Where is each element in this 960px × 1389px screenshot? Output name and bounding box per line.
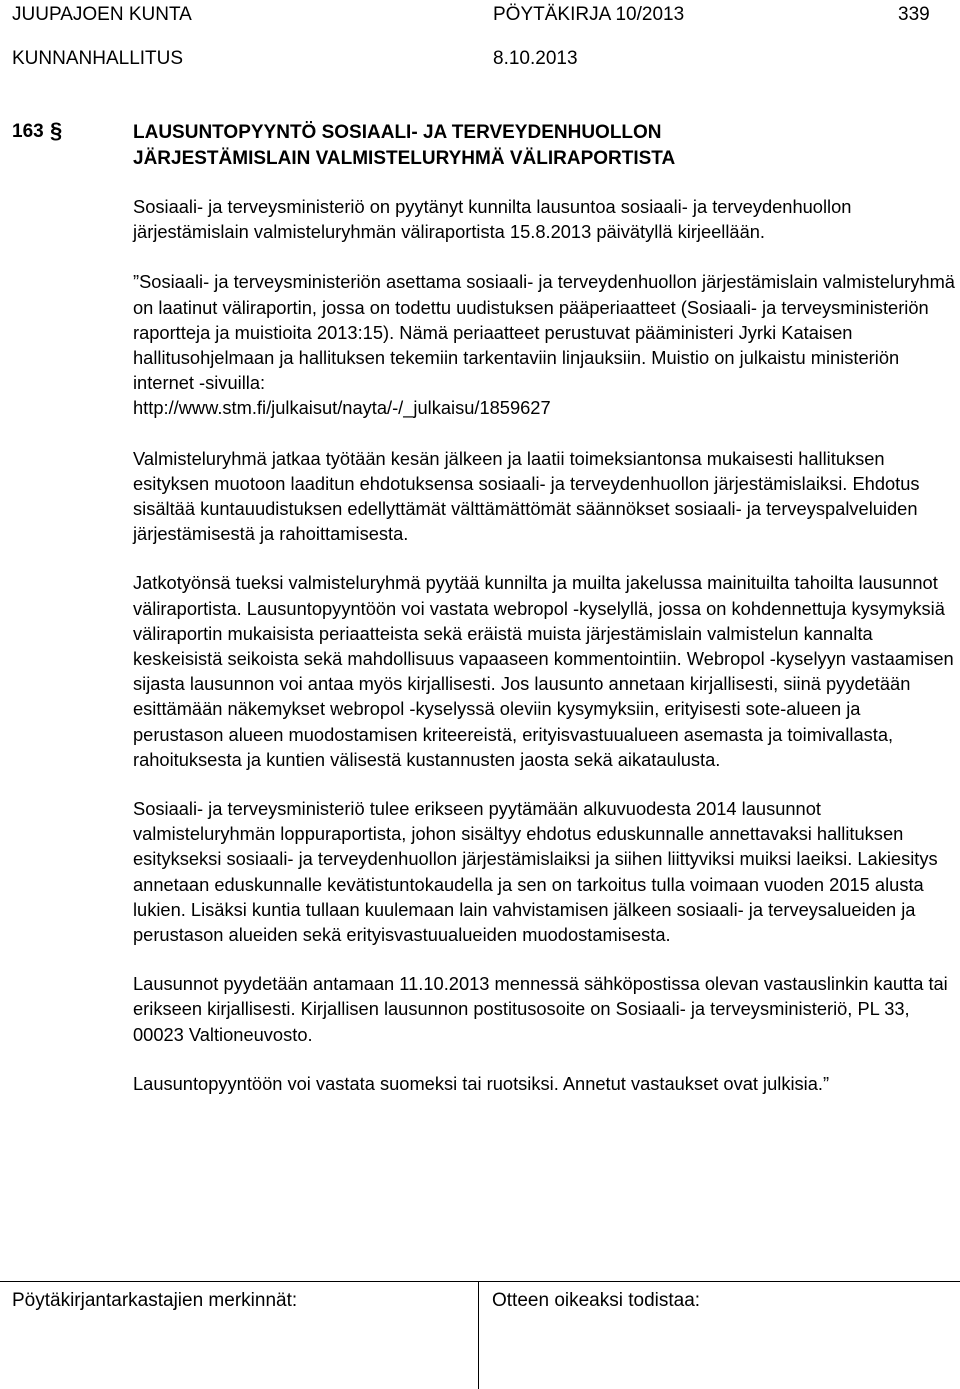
memo-url-link[interactable]: http://www.stm.fi/julkaisut/nayta/-/_julkaisu/1859627 [133, 397, 551, 419]
page-number: 339 [898, 4, 930, 25]
paragraph-statement-request: Jatkotyönsä tueksi valmisteluryhmä pyytää kunnilta ja muilta jakelussa mainituilta tahoilta lausunnot väliraportista. Lausuntopyyntöön voi vastata webropol -kyselyllä, jossa on kohdennettuja kysymyksiä väliraportin mukaisista periaatteista sekä eräistä muista järjestämislain valmistelun kannalta keskeisistä seikoista sekä mahdollisuus vapaaseen kommentointiin. Webropol -kyselyyn vastaamisen sijasta lausunnon voi antaa myös kirjallisesti. Jos lausunto annetaan kirjallisesti, siinä pyydetään esittämään näkemykset webropol -kyselyssä oleviin kysymyksiin, erityisesti sote-alueen ja perustason alueen muodostamisen kriteereistä, erityisvastuualueen asemasta ja toimivallasta, rahoituksesta ja kuntien välisestä kustannusten jaosta sekä aikataulusta. [133, 572, 954, 770]
board-name: KUNNANHALLITUS [12, 48, 184, 69]
paragraph-work-continues: Valmisteluryhmä jatkaa työtään kesän jälkeen ja laatii toimeksiantonsa mukaisesti hallituksen esityksen muotoon laaditun ehdotuksensa sosiaali- ja terveydenhuollon järjestämislaiksi. Ehdotus sisältää kuntauudistuksen edellyttämät välttämättömät säännökset sosiaali- ja terveyspalveluiden järjestämisestä ja rahoittamisesta. [133, 447, 920, 545]
footer-divider [478, 1281, 479, 1389]
paragraph-deadline: Lausunnot pyydetään antamaan 11.10.2013 mennessä sähköpostissa olevan vastauslinkin kautta tai erikseen kirjallisesti. Kirjallisen lausunnon postitusosoite on Sosiaali- ja terveysministeriö, PL 33, 00023 Valtioneuvosto. [133, 973, 948, 1045]
certified-copy-label: Otteen oikeaksi todistaa: [492, 1290, 701, 1311]
section-number: 163 [12, 121, 44, 142]
section-title [133, 120, 933, 172]
footer-rule [0, 1281, 960, 1282]
meeting-date: 8.10.2013 [493, 48, 578, 69]
section-title-line-1: LAUSUNTOPYYNTÖ SOSIAALI- JA TERVEYDENHUOLLON [133, 122, 662, 143]
paragraph-quote-intro-text: ”Sosiaali- ja terveysministeriön asettama sosiaali- ja terveydenhuollon järjestämislain valmisteluryhmä on laatinut väliraportin, jossa on todettu uudistuksen pääperiaatteet (Sosiaali- ja terveysministeriön raportteja ja muistioita 2013:15). Nämä periaatteet perustuvat pääministeri Jyrki Kataisen hallitusohjelmaan ja hallituksen tekemiin tarkentaviin linjauksiin. Muistio on julkaistu ministeriön internet -sivuilla: [133, 271, 955, 394]
reviewers-notes-label: Pöytäkirjantarkastajien merkinnät: [12, 1290, 298, 1311]
municipality-name: JUUPAJOEN KUNTA [12, 4, 192, 25]
paragraph-final-report: Sosiaali- ja terveysministeriö tulee erikseen pyytämään alkuvuodesta 2014 lausunnot valmisteluryhmän loppuraportista, johon sisältyy ehdotus eduskunnalle annettavaksi hallituksen esitykseksi sosiaali- ja terveydenhuollon järjestämislaiksi ja siihen liittyviksi muiksi laeiksi. Lakiesitys annetaan eduskunnalle kevätistuntokaudella ja sen on tarkoitus tulla voimaan vuoden 2015 alusta lukien. Lisäksi kuntia tullaan kuulemaan lain vahvistamisen jälkeen sosiaali- ja terveysalueiden ja perustason alueiden sekä erityisvastuualueiden muodostamisesta. [133, 798, 938, 946]
section-title-line-2: JÄRJESTÄMISLAIN VALMISTELURYHMÄ VÄLIRAPORTISTA [133, 148, 676, 169]
document-body [133, 194, 955, 1096]
signature-footer [0, 1281, 960, 1389]
section-mark: § [50, 118, 63, 143]
paragraph-languages: Lausuntopyyntöön voi vastata suomeksi tai ruotsiksi. Annetut vastaukset ovat julkisia.” [133, 1072, 830, 1094]
minutes-number: PÖYTÄKIRJA 10/2013 [493, 4, 685, 25]
paragraph-quote-intro [133, 269, 955, 420]
paragraph-request: Sosiaali- ja terveysministeriö on pyytänyt kunnilta lausuntoa sosiaali- ja terveydenhuollon järjestämislain valmisteluryhmän väliraportista 15.8.2013 päivätyllä kirjeellään. [133, 196, 852, 243]
